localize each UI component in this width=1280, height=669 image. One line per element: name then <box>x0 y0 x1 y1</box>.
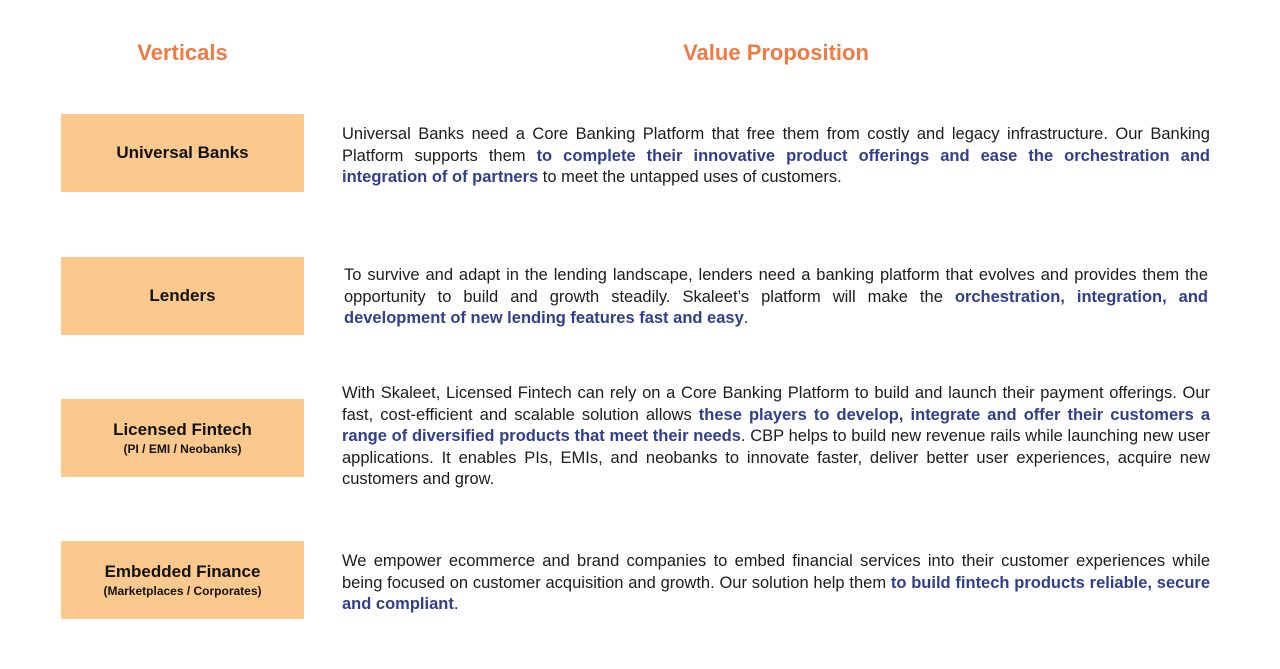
desc-highlight: these players to develop, integrate and offer their customers a range of diversified products that meet their needs <box>342 405 1211 445</box>
desc-text: . CBP helps to build new revenue rails while launching new user applications. It enables PIs, EMIs, and neobanks to innovate faster, deliver better user experiences, acquire new customers and grow. <box>342 427 1210 488</box>
value-proposition-text <box>342 551 1210 616</box>
desc-highlight: to build fintech products reliable, secure and compliant <box>342 573 1211 613</box>
desc-text: With Skaleet, Licensed Fintech can rely on a Core Banking Platform to build and launch their payment offerings. Our fast, cost-efficient and scalable solution allows <box>342 384 1210 424</box>
desc-text: Universal Banks need a Core Banking Platform that free them from costly and legacy infrastructure. Our Banking Platform supports them <box>342 125 1210 165</box>
vertical-subtitle: (Marketplaces / Corporates) <box>103 584 262 598</box>
vertical-title: Lenders <box>149 286 216 305</box>
vertical-box-embedded-finance <box>61 541 304 619</box>
value-proposition-text <box>344 265 1208 330</box>
desc-text: to meet the untapped uses of customers. <box>538 168 842 186</box>
vertical-box-licensed-fintech <box>61 399 304 477</box>
vertical-box-universal-banks <box>61 114 304 192</box>
value-proposition-text <box>342 383 1210 491</box>
vertical-title: Embedded Finance <box>104 562 261 581</box>
desc-text: To survive and adapt in the lending landscape, lenders need a banking platform that evolves and provides them the opportunity to build and growth steadily. Skaleet’s platform will make the <box>344 266 1208 306</box>
value-proposition-text <box>342 124 1210 189</box>
desc-text: . <box>743 309 749 327</box>
vertical-subtitle: (PI / EMI / Neobanks) <box>123 442 242 456</box>
vertical-box-lenders <box>61 257 304 335</box>
verticals-header: Verticals <box>137 40 228 65</box>
desc-highlight: to complete their innovative product offerings and ease the orchestration and integration of of partners <box>342 146 1210 186</box>
desc-text: . <box>453 595 459 613</box>
desc-highlight: orchestration, integration, and development of new lending features fast and easy <box>344 287 1209 327</box>
value-proposition-header: Value Proposition <box>683 40 869 65</box>
vertical-title: Licensed Fintech <box>113 420 252 439</box>
desc-text: We empower ecommerce and brand companies to embed financial services into their customer experiences while being focused on customer acquisition and growth. Our solution help them <box>342 552 1210 592</box>
vertical-title: Universal Banks <box>116 143 249 162</box>
